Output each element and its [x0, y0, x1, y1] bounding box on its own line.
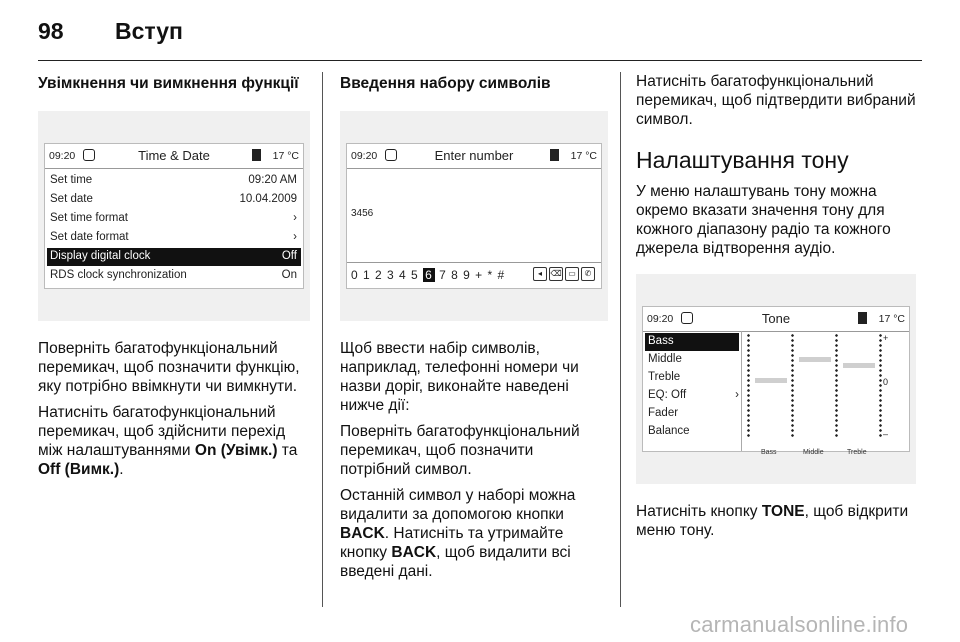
- text: , щоб видалити всі введені дані.: [340, 544, 571, 580]
- backspace-icon: ◂: [533, 267, 547, 281]
- bold-term: On (Увімк.): [194, 442, 278, 459]
- bar-label: Treble: [847, 449, 867, 456]
- text: , щоб відкрити меню тону.: [636, 503, 909, 539]
- scale-dots: [747, 333, 750, 439]
- clock: 09:20: [351, 150, 378, 162]
- section-heading: Увімкнення чи вимкнення функції: [38, 75, 299, 92]
- menu-row: [47, 267, 301, 285]
- status-bar: [347, 144, 601, 169]
- status-bar: [45, 144, 303, 169]
- row-label: EQ: Off: [648, 389, 687, 401]
- menu-row: [47, 172, 301, 190]
- text: Натисніть кнопку: [636, 503, 762, 520]
- paragraph: [340, 486, 608, 581]
- row-label: Set date format: [50, 231, 129, 243]
- text: та: [277, 442, 298, 459]
- row-label: Fader: [648, 407, 679, 419]
- column-divider: [620, 72, 621, 607]
- paragraph: Поверніть багатофункціональний перемикач, щоб позначити функцію, яку потрібно ввімкнути чи вимкнути.: [38, 340, 300, 395]
- menu-row-selected: [645, 333, 739, 351]
- section-heading: Введення набору символів: [340, 75, 551, 92]
- scale-plus: +: [883, 333, 889, 343]
- phone-icon: [858, 312, 867, 324]
- middle-bar: [799, 357, 831, 362]
- page-title: Вступ: [115, 18, 183, 44]
- phone-icon: [550, 149, 559, 161]
- screen-title: Time & Date: [138, 148, 210, 163]
- bass-bar: [755, 378, 787, 383]
- chevron-right-icon: ›: [293, 212, 297, 224]
- screen-title: Enter number: [434, 148, 514, 163]
- row-label: Bass: [648, 335, 674, 347]
- screen-title: Tone: [761, 311, 791, 326]
- scale-minus: –: [883, 429, 889, 439]
- chevron-right-icon: ›: [735, 389, 739, 401]
- menu-row: [645, 387, 739, 405]
- row-value: Off: [281, 250, 297, 262]
- paragraph: [636, 502, 916, 540]
- phone-call-icon: ✆: [581, 267, 595, 281]
- text: . Натисніть та утримайте кнопку: [340, 525, 564, 561]
- bar-label: Bass: [761, 449, 777, 456]
- divider: [741, 331, 742, 451]
- phone-icon: [252, 149, 261, 161]
- status-bar: [643, 307, 909, 332]
- menu-row: [645, 423, 739, 441]
- column-3: [636, 72, 916, 547]
- text: .: [119, 461, 124, 478]
- clock: 09:20: [49, 150, 76, 162]
- scale-dots: [791, 333, 794, 439]
- row-value: On: [281, 269, 297, 281]
- section-heading: Налаштування тону: [636, 147, 849, 173]
- keypad-row: [347, 264, 601, 288]
- row-label: Treble: [648, 371, 681, 383]
- screenshot-time-date: [38, 111, 310, 321]
- menu-row: [645, 405, 739, 423]
- keyboard-icon: ▭: [565, 267, 579, 281]
- temperature: 17 °C: [570, 150, 597, 162]
- row-label: Middle: [648, 353, 682, 365]
- treble-bar: [843, 363, 875, 368]
- display: [346, 143, 602, 289]
- tone-bars: [743, 333, 909, 465]
- menu-row: [47, 191, 301, 209]
- display: [44, 143, 304, 289]
- column-divider: [322, 72, 323, 607]
- menu-row: [47, 229, 301, 247]
- bold-term: Off (Вимк.): [38, 461, 120, 478]
- screenshot-enter-number: [340, 111, 608, 321]
- bold-term: BACK: [340, 525, 385, 542]
- temperature: 17 °C: [878, 313, 905, 325]
- keypad: [351, 268, 505, 282]
- header-rule: [38, 60, 922, 61]
- menu-row: [645, 369, 739, 387]
- text: Останній символ у наборі можна видалити за допомогою кнопки: [340, 487, 576, 523]
- scale-dots: [835, 333, 838, 439]
- keys: 7 8 9 + * #: [439, 268, 506, 282]
- entry-text: 3456: [351, 208, 374, 219]
- scale-zero: 0: [883, 377, 889, 387]
- keypad-icons: [533, 267, 595, 281]
- column-2: [340, 72, 608, 588]
- watermark: carmanualsonline.info: [690, 612, 909, 637]
- temperature: 17 °C: [272, 150, 299, 162]
- row-label: RDS clock synchronization: [50, 269, 187, 281]
- row-label: Set time: [50, 174, 93, 186]
- row-label: Balance: [648, 425, 690, 437]
- divider: [347, 262, 601, 263]
- paragraph: Натисніть багатофункціональний перемикач, щоб підтвердити вибраний символ.: [636, 73, 916, 128]
- row-label: Set time format: [50, 212, 128, 224]
- menu-row: [645, 351, 739, 369]
- screenshot-tone: [636, 274, 916, 484]
- menu-row-selected: [47, 248, 301, 266]
- paragraph: Щоб ввести набір символів, наприклад, телефонні номери чи назви доріг, виконайте наведені нижче дії:: [340, 340, 579, 414]
- text: Натисніть багатофункціональний перемикач, щоб здійснити перехід між налаштуваннями: [38, 404, 286, 459]
- display: [642, 306, 910, 456]
- bar-label: Middle: [803, 449, 824, 456]
- row-label: Display digital clock: [50, 250, 151, 262]
- keys: 0 1 2 3 4 5: [351, 268, 419, 282]
- chevron-right-icon: ›: [293, 231, 297, 243]
- delete-icon: ⌫: [549, 267, 563, 281]
- menu-row: [47, 210, 301, 228]
- page-header: [38, 18, 183, 45]
- paragraph: Поверніть багатофункціональний перемикач, щоб позначити потрібний символ.: [340, 423, 580, 478]
- bold-term: TONE: [761, 503, 805, 520]
- column-1: [38, 72, 310, 486]
- clock: 09:20: [647, 313, 674, 325]
- paragraph: [38, 403, 310, 479]
- row-label: Set date: [50, 193, 93, 205]
- paragraph: У меню налаштувань тону можна окремо вказати значення тону для кожного діапазону радіо та кожного джерела відтворення аудіо.: [636, 183, 891, 257]
- key-selected: 6: [425, 268, 433, 282]
- scale-dots: [879, 333, 882, 439]
- row-value: 10.04.2009: [239, 193, 297, 205]
- page-number: 98: [38, 18, 64, 44]
- row-value: 09:20 AM: [248, 174, 297, 186]
- bold-term: BACK: [391, 544, 437, 561]
